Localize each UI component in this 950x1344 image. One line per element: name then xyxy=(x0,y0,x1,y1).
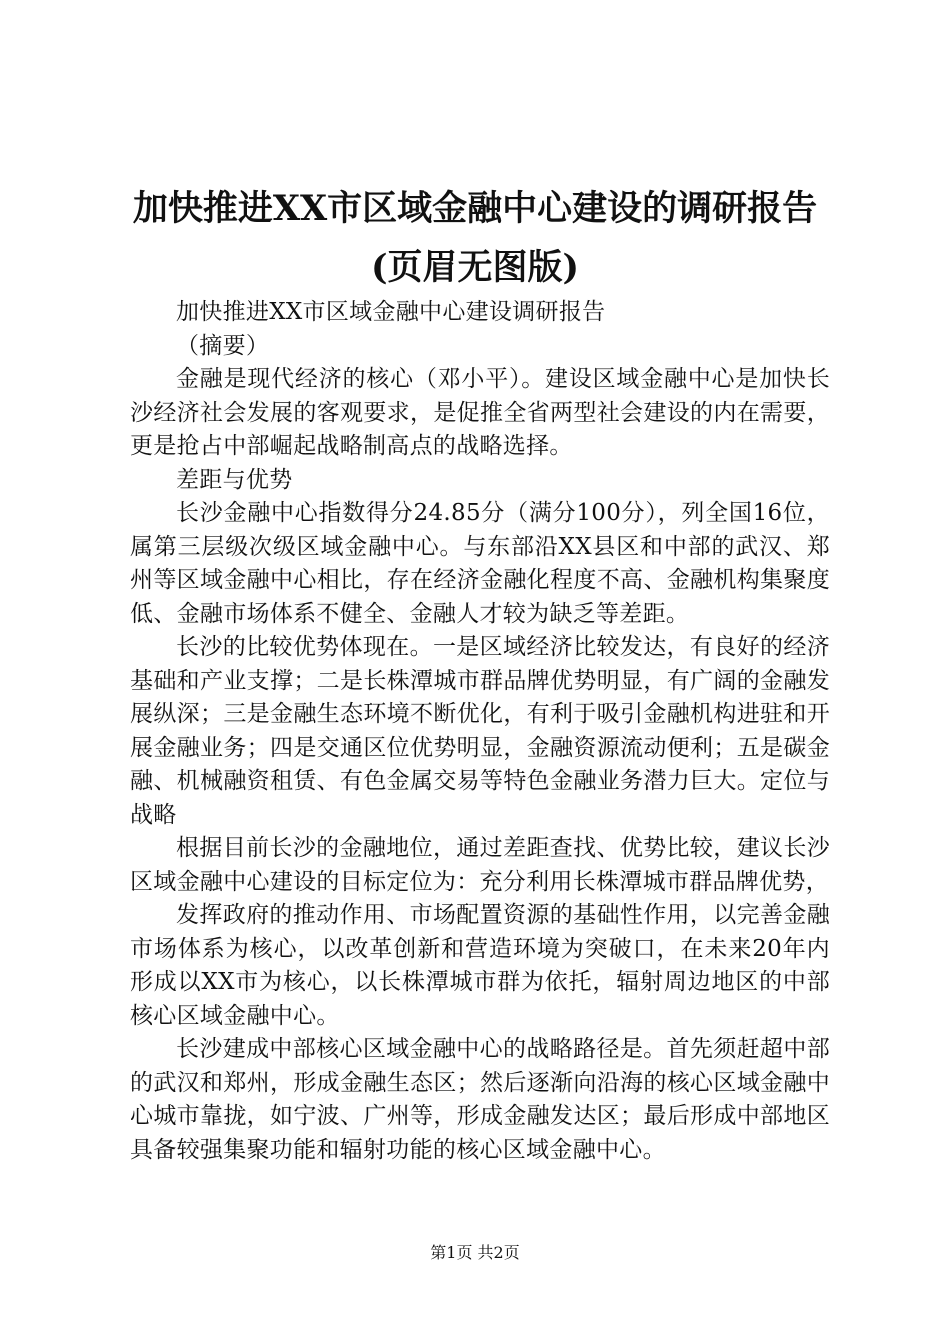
document-body xyxy=(130,296,830,1167)
paragraph: 发挥政府的推动作用、市场配置资源的基础性作用，以完善金融市场体系为核心，以改革创新和营造环境为突破口，在未来20年内形成以XX市为核心，以长株潭城市群为依托，辐射周边地区的中部核心区域金融中心。 xyxy=(130,902,830,1029)
paragraph-abstract-label: （摘要） xyxy=(176,332,270,359)
document-title: 加快推进XX市区域金融中心建设的调研报告 xyxy=(132,188,818,229)
paragraph: 长沙金融中心指数得分24.85分（满分100分），列全国16位，属第三层级次级区域金融中心。与东部沿XX县区和中部的武汉、郑州等区域金融中心相比，存在经济金融化程度不高、金融机构集聚度低、金融市场体系不健全、金融人才较为缺乏等差距。 xyxy=(130,500,830,627)
paragraph: 根据目前长沙的金融地位，通过差距查找、优势比较，建议长沙区域金融中心建设的目标定位为：充分利用长株潭城市群品牌优势， xyxy=(130,835,830,895)
document-subtitle: (页眉无图版) xyxy=(370,247,580,288)
paragraph: 金融是现代经济的核心（邓小平）。建设区域金融中心是加快长沙经济社会发展的客观要求，是促推全省两型社会建设的内在需要，更是抢占中部崛起战略制高点的战略选择。 xyxy=(130,366,830,459)
paragraph: 长沙建成中部核心区域金融中心的战略路径是。首先须赶超中部的武汉和郑州，形成金融生态区；然后逐渐向沿海的核心区域金融中心城市靠拢，如宁波、广州等，形成金融发达区；最后形成中部地区具备较强集聚功能和辐射功能的核心区域金融中心。 xyxy=(130,1036,830,1163)
page-footer: 第1页 共2页 xyxy=(430,1243,520,1262)
paragraph: 长沙的比较优势体现在。一是区域经济比较发达，有良好的经济基础和产业支撑；二是长株潭城市群品牌优势明显，有广阔的金融发展纵深；三是金融生态环境不断优化，有利于吸引金融机构进驻和开展金融业务；四是交通区位优势明显，金融资源流动便利；五是碳金融、机械融资租赁、有色金属交易等特色金融业务潜力巨大。定位与战略 xyxy=(130,634,830,828)
paragraph-heading: 加快推进XX市区域金融中心建设调研报告 xyxy=(176,299,606,325)
section-heading: 差距与优势 xyxy=(176,466,293,493)
